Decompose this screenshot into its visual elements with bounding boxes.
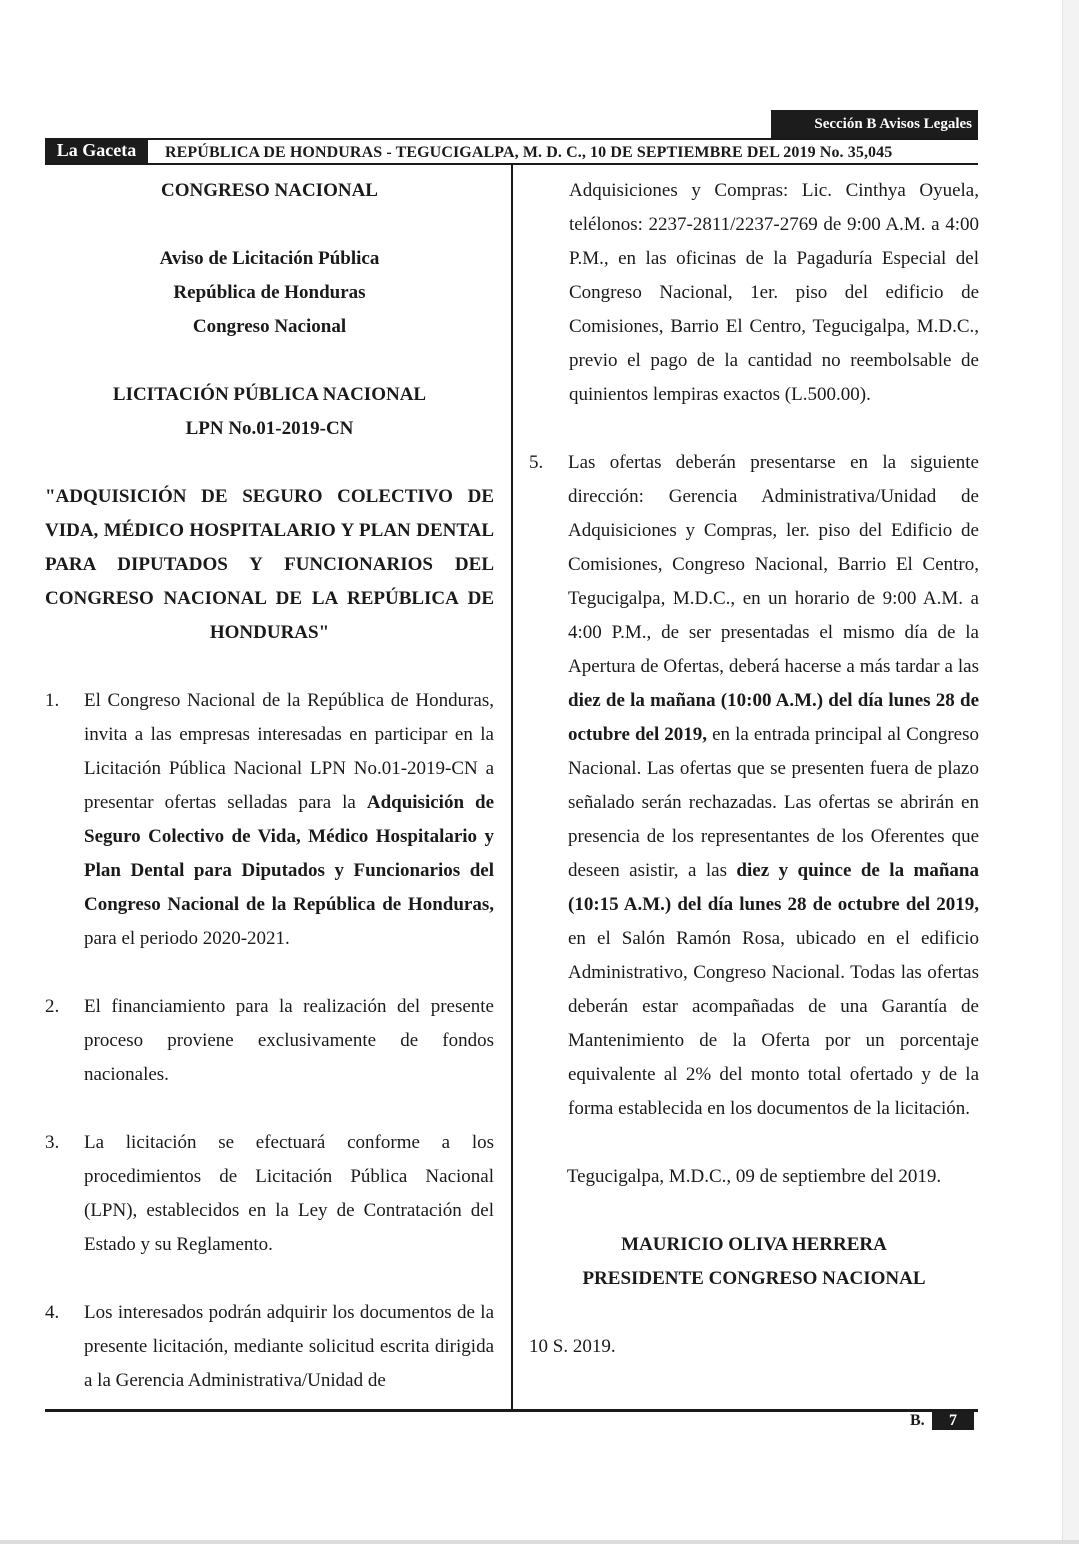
clause-2-number: 2. xyxy=(45,996,60,1017)
tender-number: LPN No.01-2019-CN xyxy=(185,418,354,439)
clause-2-text: El financiamiento para la realización del presente proceso proviene exclusivamente de fondos nacionales. xyxy=(84,996,494,1085)
clause-1-text-bold: Adquisición de Seguro Colectivo de Vida, Médico Hospitalario y Plan Dental para Diputados y Funcionarios del Congreso Nacional de la República de Honduras, xyxy=(84,792,495,915)
tender-title: LICITACIÓN PÚBLICA NACIONAL xyxy=(112,384,427,405)
clause-5-text-e: en el Salón Ramón Rosa, ubicado en el edificio Administrativo, Congreso Nacional. Todas las ofertas deberán estar acompañadas de una Garantía de Mantenimiento de la Oferta por un porcentaje equivalente al 2% del monto total ofertado y de la forma establecida en los documentos de la licitación. xyxy=(568,928,979,1119)
clause-5-text xyxy=(568,446,979,1126)
clause-5-bold-1: diez de la mañana (10:00 A.M.) del día lunes 28 de octubre del 2019, xyxy=(568,690,979,745)
publication-name: La Gaceta xyxy=(45,139,148,163)
clause-3-number: 3. xyxy=(45,1132,60,1153)
place-date: Tegucigalpa, M.D.C., 09 de septiembre del 2019. xyxy=(566,1166,942,1187)
clause-5-text-c: en la entrada principal al Congreso Nacional. Las ofertas que se presenten fuera de plazo señalado serán rechazadas. Las ofertas se abrirán en presencia de los representantes de los Oferentes que deseen asistir, a las xyxy=(568,724,979,881)
left-column xyxy=(45,174,494,1398)
page-edge-right xyxy=(1062,0,1079,1544)
insertion-date: 10 S. 2019. xyxy=(529,1336,616,1357)
page-footer xyxy=(910,1412,974,1430)
notice-line-2: República de Honduras xyxy=(173,282,366,303)
page-edge-bottom xyxy=(0,1540,1079,1544)
clause-1-text xyxy=(84,684,494,956)
clause-5 xyxy=(529,446,979,1126)
clause-4 xyxy=(45,1296,494,1398)
section-label: Sección B Avisos Legales xyxy=(771,110,978,138)
clause-1 xyxy=(45,684,494,956)
signer-name: MAURICIO OLIVA HERRERA xyxy=(621,1234,887,1255)
clause-1-text-c: para el periodo 2020-2021. xyxy=(84,928,290,949)
clause-5-text-a: Las ofertas deberán presentarse en la siguiente dirección: Gerencia Administrativa/Unidad de Adquisiciones y Compras, ler. piso del Edificio de Comisiones, Congreso Nacional, Barrio El Centro, Tegucigalpa, M.D.C., en un horario de 9:00 A.M. a 4:00 P.M., de ser presentadas el mismo día de la Apertura de Ofertas, deberá hacerse a más tardar a las xyxy=(568,452,979,677)
clause-5-number: 5. xyxy=(529,452,544,473)
column-divider xyxy=(511,164,513,1411)
signer-title: PRESIDENTE CONGRESO NACIONAL xyxy=(582,1268,926,1289)
clause-4-number: 4. xyxy=(45,1302,60,1323)
org-heading: CONGRESO NACIONAL xyxy=(161,180,378,201)
masthead-text: REPÚBLICA DE HONDURAS - TEGUCIGALPA, M. D. C., 10 DE SEPTIEMBRE DEL 2019 No. 35,045 xyxy=(165,144,893,161)
notice-line-3: Congreso Nacional xyxy=(192,316,347,337)
bottom-rule xyxy=(45,1409,978,1412)
clause-4-text: Los interesados podrán adquirir los documentos de la presente licitación, mediante solicitud escrita dirigida a la Gerencia Administrativa/Unidad de xyxy=(84,1302,494,1391)
clause-1-number: 1. xyxy=(45,690,60,711)
footer-section-letter: B. xyxy=(910,1412,925,1429)
clause-3 xyxy=(45,1126,494,1262)
notice-line-1: Aviso de Licitación Pública xyxy=(159,248,380,269)
tender-subject: "ADQUISICIÓN DE SEGURO COLECTIVO DE VIDA, MÉDICO HOSPITALARIO Y PLAN DENTAL PARA DIPUTADOS Y FUNCIONARIOS DEL CONGRESO NACIONAL DE LA REPÚBLICA DE HONDURAS" xyxy=(45,486,494,643)
clause-3-text: La licitación se efectuará conforme a los procedimientos de Licitación Pública Nacional (LPN), establecidos en la Ley de Contratación del Estado y su Reglamento. xyxy=(84,1132,494,1255)
masthead-rule-top xyxy=(45,138,978,140)
clause-2 xyxy=(45,990,494,1092)
clause-4-continued: Adquisiciones y Compras: Lic. Cinthya Oyuela, telélonos: 2237-2811/2237-2769 de 9:00 A.M. a 4:00 P.M., en las oficinas de la Pagaduría Especial del Congreso Nacional, 1er. piso del edificio de Comisiones, Barrio El Centro, Tegucigalpa, M.D.C., previo el pago de la cantidad no reembolsable de quinientos lempiras exactos (L.500.00). xyxy=(569,180,979,405)
page-number: 7 xyxy=(932,1412,974,1430)
clause-1-text-a: El Congreso Nacional de la República de Honduras, invita a las empresas interesadas en participar en la Licitación Pública Nacional LPN No.01-2019-CN a presentar ofertas selladas para la xyxy=(84,690,494,813)
right-column xyxy=(529,174,979,1364)
clause-5-bold-2: diez y quince de la mañana (10:15 A.M.) del día lunes 28 de octubre del 2019, xyxy=(568,860,979,915)
